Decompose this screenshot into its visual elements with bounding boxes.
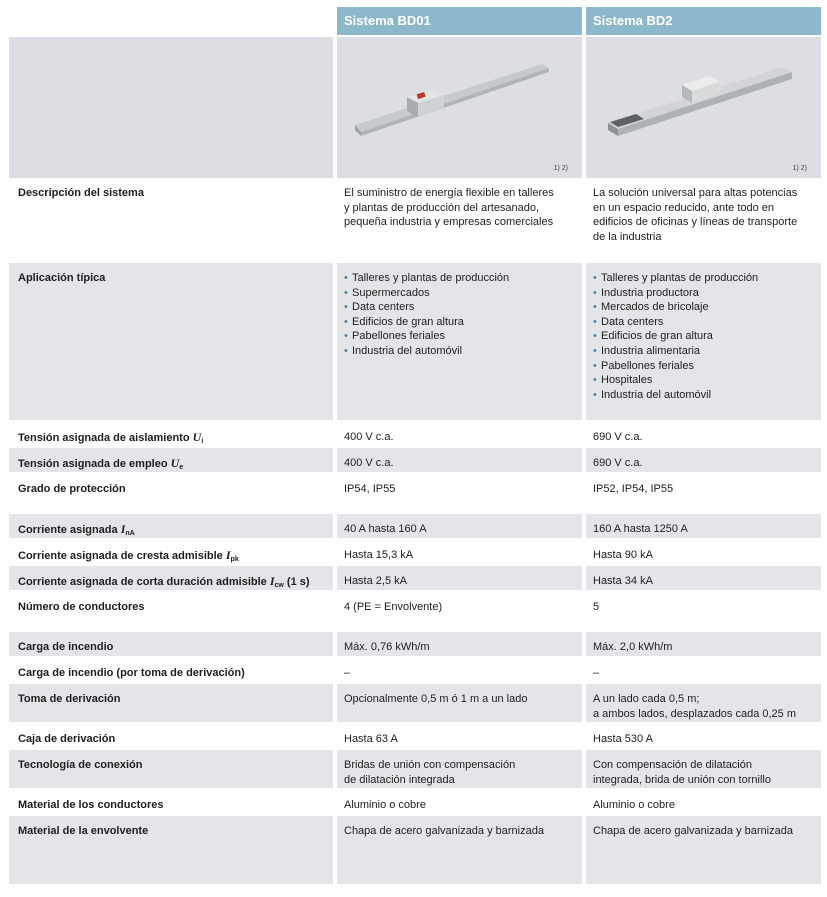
bd2-aplicacion-list	[593, 271, 821, 402]
list-item: • Supermercados	[344, 286, 582, 301]
bd2-carga-incendio-toma: –	[593, 667, 600, 679]
bd01-product-image	[337, 37, 582, 178]
busbar-bd01-illustration	[337, 37, 582, 178]
bd01-toma-derivacion-line: Opcionalmente 0,5 m ó 1 m a un lado	[344, 693, 528, 705]
list-item: • Pabellones feriales	[344, 329, 582, 344]
bd01-tecnologia-conexion	[337, 750, 582, 788]
bd2-descripcion-line: de la industria	[593, 230, 662, 243]
bd2-numero-conductores: 5	[593, 601, 600, 613]
bd2-tecnologia-conexion	[586, 750, 821, 788]
bd01-descripcion	[337, 178, 582, 261]
header-sistema-bd01: Sistema BD01	[337, 7, 582, 35]
symbol: U	[192, 430, 202, 444]
busbar-bd2-illustration	[586, 37, 821, 178]
bd2-tension-aislamiento: 690 V c.a.	[593, 431, 643, 443]
row-label-corriente-corta-duracion	[9, 566, 333, 590]
list-item: • Edificios de gran altura	[344, 315, 582, 330]
bd01-caja-derivacion: Hasta 63 A	[344, 733, 398, 745]
bd01-tension-aislamiento: 400 V c.a.	[344, 431, 394, 443]
row-label-material-envolvente: Material de la envolvente	[9, 816, 333, 884]
symbol-subscript: nA	[125, 530, 135, 537]
bd01-footnote-refs: 1) 2)	[553, 165, 568, 172]
row-label-caja-derivacion: Caja de derivación	[18, 733, 116, 745]
row-label-aplicacion: Aplicación típica	[9, 263, 333, 420]
bd2-carga-incendio: Máx. 2,0 kWh/m	[586, 632, 821, 656]
row-label-carga-incendio: Carga de incendio	[9, 632, 333, 656]
symbol: I	[269, 574, 275, 588]
header-sistema-bd2: Sistema BD2	[586, 7, 821, 35]
bd2-descripcion-line: edificios de oficinas y líneas de transporte	[593, 216, 798, 229]
bd01-material-conductores: Aluminio o cobre	[344, 799, 426, 811]
bd2-tension-empleo: 690 V c.a.	[586, 448, 821, 472]
symbol-subscript: cw	[274, 582, 284, 589]
row-label-tension-empleo	[9, 448, 333, 472]
bd2-product-image	[586, 37, 821, 178]
symbol: U	[170, 456, 180, 470]
bd01-descripcion-line: El suministro de energía flexible en talleres	[344, 187, 554, 199]
row-label-grado-proteccion: Grado de protección	[18, 483, 126, 495]
bd2-material-conductores: Aluminio o cobre	[593, 799, 675, 811]
label-text: Corriente asignada de corta duración admisible	[18, 576, 267, 588]
bd01-corriente-asignada: 40 A hasta 160 A	[337, 514, 582, 538]
list-item: • Industria productora	[593, 286, 821, 301]
symbol-subscript: i	[201, 438, 204, 445]
symbol-subscript: pk	[230, 556, 239, 563]
list-item: • Edificios de gran altura	[593, 329, 821, 344]
bd2-toma-derivacion-line: A un lado cada 0,5 m;	[593, 693, 700, 705]
list-item: • Talleres y plantas de producción	[593, 271, 821, 286]
row-label-material-conductores: Material de los conductores	[18, 799, 164, 811]
bd2-descripcion-line: en un espacio reducido, ante todo en	[593, 201, 775, 214]
bd2-toma-derivacion-line: a ambos lados, desplazados cada 0,25 m	[593, 707, 797, 720]
label-text: Tensión asignada de empleo	[18, 458, 168, 470]
row-label-tension-aislamiento	[9, 422, 333, 446]
symbol: I	[120, 522, 126, 536]
bd01-corriente-corta-duracion: Hasta 2,5 kA	[337, 566, 582, 590]
list-item: • Industria del automóvil	[593, 388, 821, 403]
label-text: Tensión asignada de aislamiento	[18, 432, 190, 444]
list-item: • Data centers	[593, 315, 821, 330]
row-label-numero-conductores: Número de conductores	[18, 601, 145, 613]
bd2-corriente-cresta: Hasta 90 kA	[593, 549, 653, 561]
bd2-descripcion	[586, 178, 821, 261]
label-suffix: (1 s)	[283, 576, 310, 588]
image-row-label-cell	[9, 37, 333, 178]
bd01-aplicacion	[337, 263, 582, 420]
bd2-corriente-corta-duracion: Hasta 34 kA	[586, 566, 821, 590]
bd2-caja-derivacion: Hasta 530 A	[593, 733, 653, 745]
bd2-aplicacion	[586, 263, 821, 420]
bd2-footnote-refs: 1) 2)	[792, 165, 807, 172]
row-label-toma-derivacion: Toma de derivación	[9, 684, 333, 722]
bd2-material-envolvente: Chapa de acero galvanizada y barnizada	[586, 816, 821, 884]
label-text: Corriente asignada de cresta admisible	[18, 550, 223, 562]
row-label-corriente-cresta	[9, 540, 333, 564]
bd2-toma-derivacion	[586, 684, 821, 722]
list-item: • Talleres y plantas de producción	[344, 271, 582, 286]
bd01-aplicacion-list	[344, 271, 582, 359]
bd2-tecnologia-conexion-line: Con compensación de dilatación	[593, 759, 752, 771]
row-label-corriente-asignada	[9, 514, 333, 538]
list-item: • Pabellones feriales	[593, 359, 821, 374]
bd01-numero-conductores: 4 (PE = Envolvente)	[344, 601, 443, 613]
bd01-carga-incendio-toma: –	[344, 667, 351, 679]
bd2-corriente-asignada: 160 A hasta 1250 A	[586, 514, 821, 538]
bd01-tension-empleo: 400 V c.a.	[337, 448, 582, 472]
bd2-descripcion-line: La solución universal para altas potencias	[593, 187, 798, 199]
list-item: • Mercados de bricolaje	[593, 300, 821, 315]
bd01-descripcion-line: pequeña industria y empresas comerciales	[344, 216, 554, 229]
bd2-tecnologia-conexion-line: integrada, brida de unión con tornillo	[593, 773, 771, 786]
list-item: • Data centers	[344, 300, 582, 315]
list-item: • Industria del automóvil	[344, 344, 582, 359]
list-item: • Hospitales	[593, 373, 821, 388]
list-item: • Industria alimentaria	[593, 344, 821, 359]
row-label-carga-incendio-toma: Carga de incendio (por toma de derivación)	[18, 667, 245, 679]
label-text: Corriente asignada	[18, 524, 118, 536]
bd01-tecnologia-conexion-line: Bridas de unión con compensación	[344, 759, 516, 771]
row-label-tecnologia-conexion: Tecnología de conexión	[9, 750, 333, 788]
bd01-material-envolvente: Chapa de acero galvanizada y barnizada	[337, 816, 582, 884]
symbol-subscript: e	[179, 464, 184, 471]
bd01-corriente-cresta: Hasta 15,3 kA	[344, 549, 414, 561]
bd01-tecnologia-conexion-line: de dilatación integrada	[344, 773, 455, 786]
row-label-descripcion: Descripción del sistema	[18, 187, 144, 199]
symbol: I	[225, 548, 231, 562]
bd01-toma-derivacion	[337, 684, 582, 722]
bd01-carga-incendio: Máx. 0,76 kWh/m	[337, 632, 582, 656]
bd01-grado-proteccion: IP54, IP55	[344, 483, 396, 495]
bd2-grado-proteccion: IP52, IP54, IP55	[593, 483, 674, 495]
bd01-descripcion-line: y plantas de producción del artesanado,	[344, 201, 540, 214]
